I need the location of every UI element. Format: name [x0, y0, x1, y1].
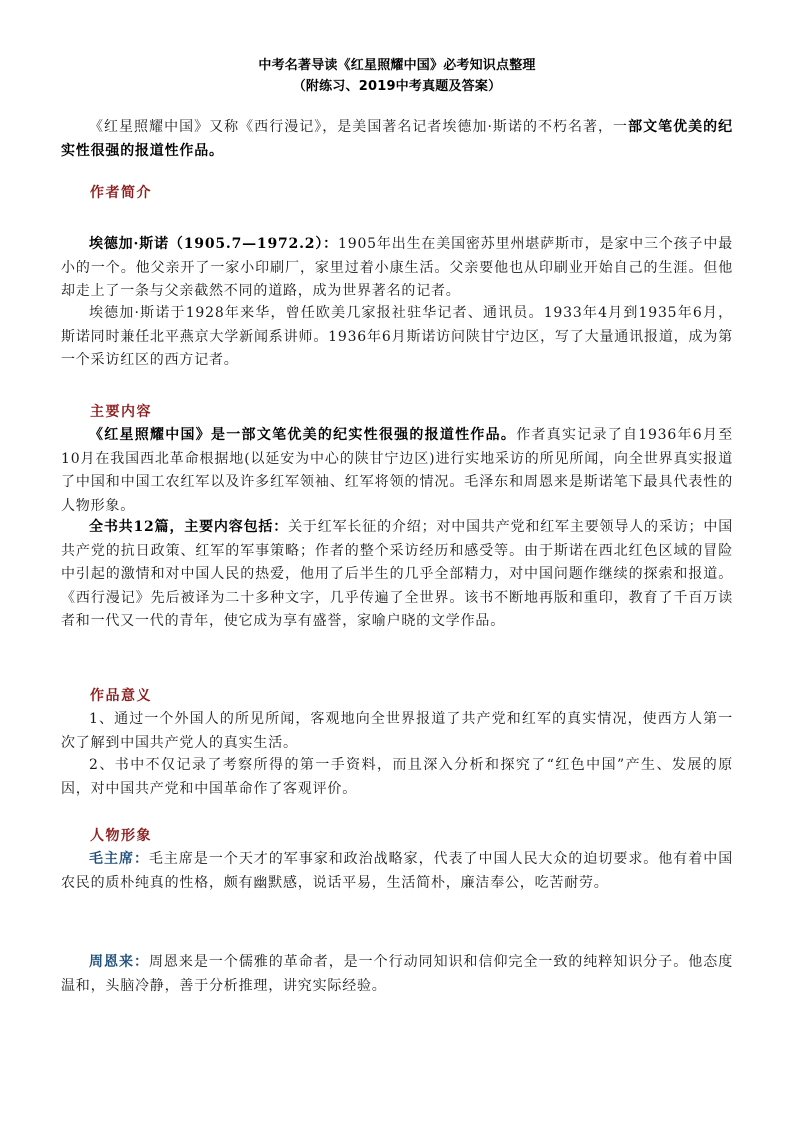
figure-zhou-text: 周恩来是一个儒雅的革命者，是一个行动同知识和信仰完全一致的纯粹知识分子。他态度温和，头脑冷静，善于分析推理，讲究实际经验。 — [61, 954, 734, 994]
content-paragraph-1 — [61, 424, 733, 518]
meaning-item-1 — [61, 708, 733, 755]
content-bold-lead: 《红星照耀中国》是一部文笔优美的纪实性很强的报道性作品。 — [89, 427, 517, 443]
figures-heading: 人物形象 — [90, 828, 152, 844]
meaning-heading: 作品意义 — [90, 688, 152, 704]
document-title: 中考名著导读《红星照耀中国》必考知识点整理 — [258, 58, 536, 73]
author-career-text: 埃德加·斯诺于1928年来华，曾任欧美几家报社驻华记者、通讯员。1933年4月到1935年6月，斯诺同时兼任北平燕京大学新闻系讲师。1936年6月斯诺访问陕甘宁边区，写了大量通讯报道，成为第一个采访红区的西方记者。 — [61, 305, 733, 368]
author-bio-text: 1905年出生在美国密苏里州堪萨斯市，是家中三个孩子中最小的一个。他父亲开了一家小印刷厂，家里过着小康生活。父亲要他也从印刷业开始自己的生涯。但他却走上了一条与父亲截然不同的道路，成为世界著名的记者。 — [61, 236, 733, 299]
author-heading: 作者简介 — [90, 185, 152, 201]
intro-bold-text: 部文笔优美的纪实性很强的报道性作品。 — [61, 119, 733, 159]
figure-mao-paragraph — [61, 848, 733, 895]
intro-paragraph — [61, 116, 733, 163]
figure-mao-label: 毛主席： — [89, 851, 149, 867]
content-heading: 主要内容 — [90, 404, 152, 420]
content-paragraph-2 — [61, 516, 733, 634]
figure-mao-text: 毛主席是一个天才的军事家和政治战略家，代表了中国人民大众的迫切要求。他有着中国农民的质朴纯真的性格，颇有幽默感，说话平易，生活简朴，廉洁奉公，吃苦耐劳。 — [61, 851, 734, 891]
author-paragraph-1 — [61, 233, 733, 304]
figure-zhou-label: 周恩来： — [89, 954, 149, 970]
author-name-dates: 埃德加·斯诺（1905.7—1972.2）： — [89, 236, 339, 252]
intro-text: 《红星照耀中国》又称《西行漫记》，是美国著名记者埃德加·斯诺的不朽名著，一 — [89, 119, 629, 135]
content-text-2: 关于红军长征的介绍；对中国共产党和红军主要领导人的采访；中国共产党的抗日政策、红军的军事策略；作者的整个采访经历和感受等。由于斯诺在西北红色区域的冒险中引起的激情和对中国人民的热爱，他用了后半生的几乎全部精力，对中国问题作继续的探索和报道。《西行漫记》先后被译为二十多种文字，几乎传遍了全世界。该书不断地再版和重印，教育了千百万读者和一代又一代的青年，使它成为享有盛誉，家喻户晓的文学作品。 — [61, 519, 733, 629]
meaning-text-2: 2、书中不仅记录了考察所得的第一手资料，而且深入分析和探究了“红色中国”产生、发展的原因，对中国共产党和中国革命作了客观评价。 — [61, 757, 733, 797]
figure-zhou-paragraph — [61, 951, 733, 998]
author-paragraph-2 — [61, 302, 733, 373]
meaning-text-1: 1、通过一个外国人的所见所闻，客观地向全世界报道了共产党和红军的真实情况，使西方人第一次了解到中国共产党人的真实生活。 — [61, 711, 733, 751]
content-bold-summary: 全书共12篇，主要内容包括： — [89, 519, 289, 535]
document-subtitle: （附练习、2019中考真题及答案） — [292, 79, 502, 94]
meaning-item-2 — [61, 754, 733, 801]
content-text-1: 作者真实记录了自1936年6月至10月在我国西北革命根据地(以延安为中心的陕甘宁边区)进行实地采访的所见所闻，向全世界真实报道了中国和中国工农红军以及许多红军领袖、红军将领的情况。毛泽东和周恩来是斯诺笔下最具代表性的人物形象。 — [61, 427, 733, 514]
